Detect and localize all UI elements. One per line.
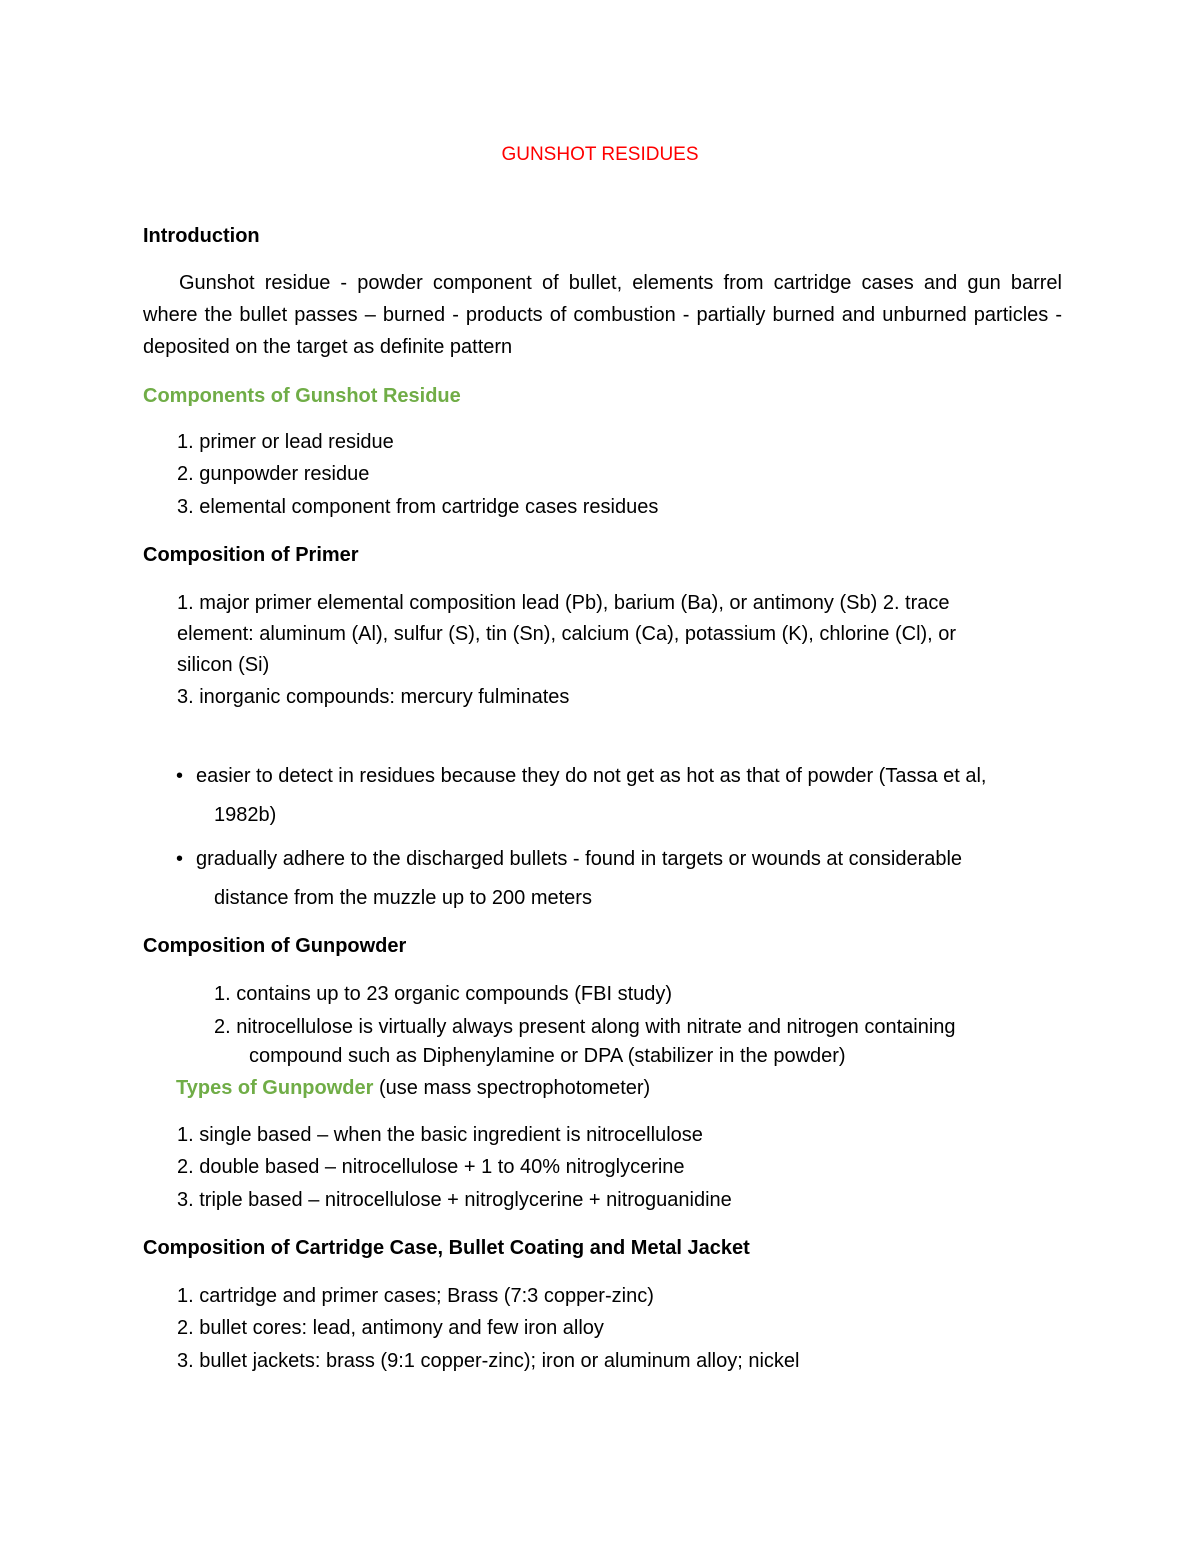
primer-line-3: silicon (Si) xyxy=(177,654,270,676)
introduction-paragraph: Gunshot residue - powder component of bullet, elements from cartridge cases and gun barrel where the bullet passes – burned - products of combustion - partially burned and unburned particles - deposited on the target as definite pattern xyxy=(143,272,1062,358)
gunpowder-item-2: 2. nitrocellulose is virtually always present along with nitrate and nitrogen containing xyxy=(214,1016,956,1038)
cartridge-heading: Composition of Cartridge Case, Bullet Coating and Metal Jacket xyxy=(143,1237,750,1259)
types-item-2: 2. double based – nitrocellulose + 1 to 40% nitroglycerine xyxy=(177,1156,685,1178)
types-item-1: 1. single based – when the basic ingredient is nitrocellulose xyxy=(177,1124,703,1146)
primer-line-4: 3. inorganic compounds: mercury fulminates xyxy=(177,686,570,708)
primer-bullet-1-text: easier to detect in residues because they do not get as hot as that of powder (Tassa et al, xyxy=(196,765,987,787)
primer-bullet-2-continuation: distance from the muzzle up to 200 meters xyxy=(214,887,592,909)
primer-line-2: element: aluminum (Al), sulfur (S), tin (Sn), calcium (Ca), potassium (K), chlorine (Cl), or xyxy=(177,623,957,645)
primer-line-1: 1. major primer elemental composition lead (Pb), barium (Ba), or antimony (Sb) 2. trace xyxy=(177,592,950,614)
components-item-2: 2. gunpowder residue xyxy=(177,463,370,485)
components-item-3: 3. elemental component from cartridge cases residues xyxy=(177,496,659,518)
cartridge-item-3: 3. bullet jackets: brass (9:1 copper-zinc); iron or aluminum alloy; nickel xyxy=(177,1350,800,1372)
primer-heading: Composition of Primer xyxy=(143,544,359,566)
types-note: (use mass spectrophotometer) xyxy=(373,1077,651,1099)
gunpowder-item-1: 1. contains up to 23 organic compounds (FBI study) xyxy=(214,983,673,1005)
gunpowder-heading: Composition of Gunpowder xyxy=(143,935,407,957)
types-item-3: 3. triple based – nitrocellulose + nitroglycerine + nitroguanidine xyxy=(177,1189,732,1211)
gunpowder-item-2-continuation: compound such as Diphenylamine or DPA (stabilizer in the powder) xyxy=(249,1045,846,1067)
primer-bullet-2-text: gradually adhere to the discharged bullets - found in targets or wounds at considerable xyxy=(196,848,963,870)
components-item-1: 1. primer or lead residue xyxy=(177,431,394,453)
bullet-icon: • xyxy=(176,765,184,787)
primer-bullet-1 xyxy=(176,764,986,788)
document-title: GUNSHOT RESIDUES xyxy=(501,144,699,165)
components-heading: Components of Gunshot Residue xyxy=(143,385,461,407)
introduction-heading: Introduction xyxy=(143,225,260,247)
cartridge-item-2: 2. bullet cores: lead, antimony and few iron alloy xyxy=(177,1317,604,1339)
types-heading: Types of Gunpowder xyxy=(176,1077,374,1099)
primer-bullet-1-continuation: 1982b) xyxy=(214,804,277,826)
bullet-icon: • xyxy=(176,848,184,870)
types-heading-line xyxy=(176,1076,650,1100)
primer-bullet-2 xyxy=(176,847,962,871)
cartridge-item-1: 1. cartridge and primer cases; Brass (7:3 copper-zinc) xyxy=(177,1285,654,1307)
